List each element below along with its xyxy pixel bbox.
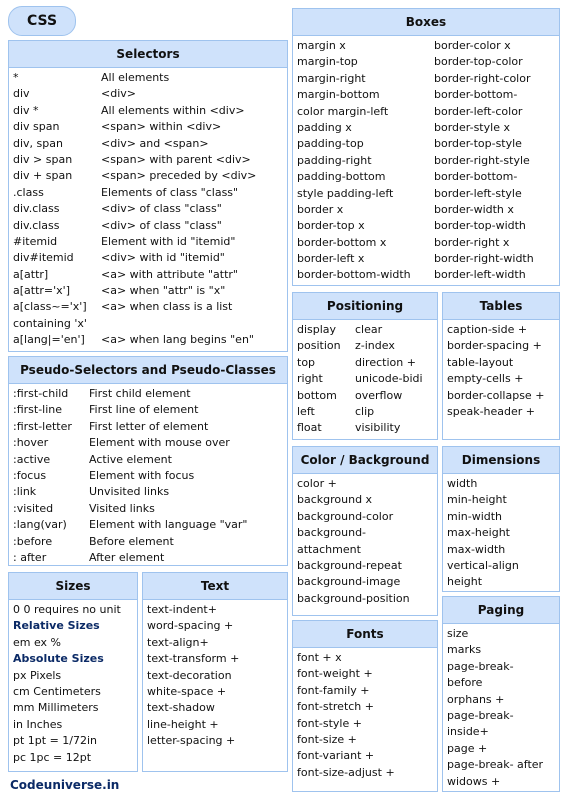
dimensions-list xyxy=(443,474,559,591)
list-item: border-top x xyxy=(297,219,365,233)
positioning-panel xyxy=(292,292,438,440)
item-description: Element with focus xyxy=(89,468,195,482)
fonts-list xyxy=(293,648,437,781)
list-item: left xyxy=(297,404,315,418)
boxes-heading: Boxes xyxy=(293,9,559,36)
paging-list xyxy=(443,624,559,790)
item-description: <span> within <div> xyxy=(101,120,222,134)
item-description: Before element xyxy=(89,534,174,548)
item-description: All elements within <div> xyxy=(101,103,245,117)
list-item: background-image xyxy=(297,575,401,589)
list-item: font-size + xyxy=(297,732,357,746)
list-item: speak-header + xyxy=(447,404,536,418)
list-item xyxy=(13,70,283,86)
list-item: direction + xyxy=(355,355,416,369)
positioning-grid xyxy=(293,320,437,437)
item-description: <span> with parent <div> xyxy=(101,152,251,166)
list-item: border-left x xyxy=(297,252,365,266)
item-key: div + span xyxy=(13,169,73,183)
list-item: max-width xyxy=(447,542,506,556)
selectors-panel xyxy=(8,40,288,352)
item-description: First letter of element xyxy=(89,419,209,433)
item-key: :active xyxy=(13,452,51,466)
list-item: text-align+ xyxy=(147,635,209,649)
item-key: #itemid xyxy=(13,234,58,248)
item-key: :focus xyxy=(13,468,47,482)
list-item: font-stretch + xyxy=(297,700,374,714)
pseudo-panel xyxy=(8,356,288,566)
list-item: padding-bottom xyxy=(297,170,386,184)
list-item: font-style + xyxy=(297,716,362,730)
selectors-list xyxy=(9,68,287,349)
item-description: <a> when "attr" is "x" xyxy=(101,284,226,298)
list-item: page-break- after xyxy=(447,758,544,772)
item-key: * xyxy=(13,71,19,84)
list-item: border-top-width xyxy=(434,219,526,233)
pseudo-list xyxy=(9,384,287,566)
list-item: border-collapse + xyxy=(447,388,545,402)
list-item: max-height xyxy=(447,526,510,540)
item-description: Visited links xyxy=(89,501,155,515)
item-key: a[lang|='en'] xyxy=(13,333,85,347)
sub-heading: Relative Sizes xyxy=(13,619,100,633)
pseudo-heading: Pseudo-Selectors and Pseudo-Classes xyxy=(9,357,287,384)
list-item: 0 0 requires no unit xyxy=(13,603,121,616)
list-item: background x xyxy=(297,493,373,507)
list-item: height xyxy=(447,575,483,589)
list-item xyxy=(13,299,283,315)
list-item: padding-right xyxy=(297,153,372,167)
list-item: border-width x xyxy=(434,202,514,216)
item-description: After element xyxy=(89,550,165,564)
list-item: word-spacing + xyxy=(147,619,234,633)
sizes-panel xyxy=(8,572,138,772)
list-item: cm Centimeters xyxy=(13,684,101,698)
dimensions-heading: Dimensions xyxy=(443,447,559,474)
list-item: border-bottom- xyxy=(434,170,518,184)
list-item: unicode-bidi xyxy=(355,372,423,386)
list-item: border-left-color xyxy=(434,104,523,118)
list-item: px Pixels xyxy=(13,668,62,682)
color-heading: Color / Background xyxy=(293,447,437,474)
list-item: text-transform + xyxy=(147,652,240,666)
list-item xyxy=(13,419,283,435)
item-key: div * xyxy=(13,103,39,117)
selectors-heading: Selectors xyxy=(9,41,287,68)
list-item: border-right x xyxy=(434,235,510,249)
list-item: border-bottom x xyxy=(297,235,387,249)
list-item: display xyxy=(297,323,337,336)
list-item: text-shadow xyxy=(147,701,215,715)
list-item xyxy=(13,386,283,402)
list-item: border-left-style xyxy=(434,186,522,200)
item-key: div#itemid xyxy=(13,251,74,265)
text-panel xyxy=(142,572,288,772)
text-heading: Text xyxy=(143,573,287,600)
list-item: vertical-align xyxy=(447,558,519,572)
list-item xyxy=(13,234,283,250)
list-item: margin-bottom xyxy=(297,88,380,102)
list-item: padding-top xyxy=(297,137,364,151)
list-item: marks xyxy=(447,643,482,657)
item-key: div > span xyxy=(13,152,73,166)
item-key: .class xyxy=(13,185,44,199)
list-item: font-family + xyxy=(297,683,370,697)
list-item: bottom xyxy=(297,388,337,402)
list-item: padding x xyxy=(297,120,352,134)
item-description xyxy=(101,316,283,332)
item-description: Active element xyxy=(89,452,172,466)
item-key: :first-line xyxy=(13,403,63,417)
list-item: min-height xyxy=(447,493,507,507)
item-key: div.class xyxy=(13,218,60,232)
item-key: :first-letter xyxy=(13,419,72,433)
list-item: clip xyxy=(355,404,375,418)
item-key: :lang(var) xyxy=(13,518,67,532)
fonts-panel xyxy=(292,620,438,792)
boxes-grid xyxy=(293,36,559,284)
list-item: border x xyxy=(297,202,344,216)
list-item: border-top-style xyxy=(434,137,522,151)
item-key: div span xyxy=(13,120,60,134)
item-description: Element with mouse over xyxy=(89,436,230,450)
color-list xyxy=(293,474,437,607)
item-description: <a> when class is a list xyxy=(101,300,233,314)
list-item: background-repeat xyxy=(297,558,402,572)
item-key: div xyxy=(13,87,30,101)
list-item: float xyxy=(297,421,322,435)
paging-panel xyxy=(442,596,560,792)
list-item: text-indent+ xyxy=(147,603,217,616)
list-item: em ex % xyxy=(13,635,62,649)
item-key: a[class~='x'] xyxy=(13,300,87,314)
item-description: <div> and <span> xyxy=(101,136,209,150)
sizes-list xyxy=(9,600,137,766)
list-item: attachment xyxy=(297,542,361,556)
list-item xyxy=(13,119,283,135)
list-item: background- xyxy=(297,526,367,540)
list-item: font-size-adjust + xyxy=(297,765,395,779)
item-key: :first-child xyxy=(13,387,69,400)
list-item: font-weight + xyxy=(297,667,373,681)
item-key: div.class xyxy=(13,202,60,216)
list-item: font-variant + xyxy=(297,749,375,763)
list-item: page-break- xyxy=(447,659,514,673)
item-description: <div> of class "class" xyxy=(101,218,222,232)
footer-brand: Codeuniverse.in xyxy=(10,778,120,792)
list-item: white-space + xyxy=(147,684,227,698)
list-item: position xyxy=(297,339,341,353)
list-item: pc 1pc = 12pt xyxy=(13,750,92,764)
list-item: background-color xyxy=(297,509,394,523)
list-item xyxy=(13,267,283,283)
list-item: page-break- xyxy=(447,708,514,722)
list-item xyxy=(13,501,283,517)
list-item: margin-right xyxy=(297,71,366,85)
list-item xyxy=(13,218,283,234)
tables-heading: Tables xyxy=(443,293,559,320)
sub-heading: Absolute Sizes xyxy=(13,652,104,666)
item-key: :before xyxy=(13,534,53,548)
list-item xyxy=(13,185,283,201)
page-title: CSS xyxy=(8,6,76,36)
list-item: line-height + xyxy=(147,717,219,731)
fonts-heading: Fonts xyxy=(293,621,437,648)
list-item: min-width xyxy=(447,509,503,523)
list-item xyxy=(13,402,283,418)
list-item: font + x xyxy=(297,651,342,664)
list-item: page + xyxy=(447,741,488,755)
list-item: orphans + xyxy=(447,692,505,706)
item-description: <span> preceded by <div> xyxy=(101,169,257,183)
item-description: First line of element xyxy=(89,403,199,417)
item-key: containing 'x' xyxy=(13,316,87,330)
item-key: a[attr='x'] xyxy=(13,284,70,298)
list-item: in Inches xyxy=(13,717,63,731)
item-key: div, span xyxy=(13,136,63,150)
item-description: Unvisited links xyxy=(89,485,170,499)
list-item: z-index xyxy=(355,339,395,353)
list-item xyxy=(13,168,283,184)
list-item: border-left-width xyxy=(434,268,526,282)
list-item: border-color x xyxy=(434,39,511,52)
list-item xyxy=(13,136,283,152)
item-key: :visited xyxy=(13,501,54,515)
list-item xyxy=(13,103,283,119)
list-item: color + xyxy=(297,477,337,490)
list-item xyxy=(13,517,283,533)
tables-panel xyxy=(442,292,560,440)
dimensions-panel xyxy=(442,446,560,592)
item-key: :link xyxy=(13,485,37,499)
list-item xyxy=(13,484,283,500)
list-item: border-spacing + xyxy=(447,339,542,353)
color-panel xyxy=(292,446,438,616)
item-key: a[attr] xyxy=(13,267,49,281)
list-item xyxy=(13,250,283,266)
list-item: clear xyxy=(355,323,383,336)
list-item xyxy=(13,86,283,102)
tables-list xyxy=(443,320,559,420)
list-item: table-layout xyxy=(447,355,514,369)
list-item: color margin-left xyxy=(297,104,389,118)
item-description: All elements xyxy=(101,71,170,84)
list-item: mm Millimeters xyxy=(13,701,99,715)
list-item: border-bottom-width xyxy=(297,268,411,282)
paging-heading: Paging xyxy=(443,597,559,624)
item-key: :hover xyxy=(13,436,49,450)
list-item xyxy=(13,201,283,217)
list-item: margin x xyxy=(297,39,346,52)
item-description: <div> with id "itemid" xyxy=(101,251,225,265)
item-description: Element with id "itemid" xyxy=(101,234,236,248)
list-item: border-right-width xyxy=(434,252,534,266)
list-item xyxy=(13,468,283,484)
item-description: Elements of class "class" xyxy=(101,185,239,199)
list-item xyxy=(13,332,283,348)
item-description: <div> xyxy=(101,87,136,101)
list-item: overflow xyxy=(355,388,403,402)
list-item xyxy=(13,283,283,299)
list-item: visibility xyxy=(355,421,401,435)
list-item: border-top-color xyxy=(434,55,523,69)
list-item: right xyxy=(297,372,323,386)
list-item: width xyxy=(447,477,478,490)
list-item: border-style x xyxy=(434,120,510,134)
item-description: <a> with attribute "attr" xyxy=(101,267,238,281)
list-item: background-position xyxy=(297,591,410,605)
list-item xyxy=(13,152,283,168)
item-description: Element with language "var" xyxy=(89,518,248,532)
list-item xyxy=(13,534,283,550)
positioning-heading: Positioning xyxy=(293,293,437,320)
list-item: before xyxy=(447,676,483,690)
list-item: size xyxy=(447,627,469,640)
text-list xyxy=(143,600,287,750)
list-item: text-decoration xyxy=(147,668,232,682)
list-item: border-bottom- xyxy=(434,88,518,102)
list-item: caption-side + xyxy=(447,323,528,336)
list-item xyxy=(13,452,283,468)
list-item xyxy=(13,316,283,332)
list-item: pt 1pt = 1/72in xyxy=(13,734,98,748)
list-item: style padding-left xyxy=(297,186,394,200)
boxes-panel xyxy=(292,8,560,286)
list-item: widows + xyxy=(447,774,501,788)
list-item: top xyxy=(297,355,316,369)
list-item: border-right-color xyxy=(434,71,531,85)
list-item: inside+ xyxy=(447,725,489,739)
item-description: First child element xyxy=(89,387,191,400)
list-item: border-right-style xyxy=(434,153,530,167)
list-item xyxy=(13,435,283,451)
list-item xyxy=(13,550,283,566)
list-item: letter-spacing + xyxy=(147,734,236,748)
item-key: : after xyxy=(13,550,47,564)
list-item: margin-top xyxy=(297,55,358,69)
sizes-heading: Sizes xyxy=(9,573,137,600)
item-description: <div> of class "class" xyxy=(101,202,222,216)
list-item: empty-cells + xyxy=(447,372,524,386)
item-description: <a> when lang begins "en" xyxy=(101,333,254,347)
